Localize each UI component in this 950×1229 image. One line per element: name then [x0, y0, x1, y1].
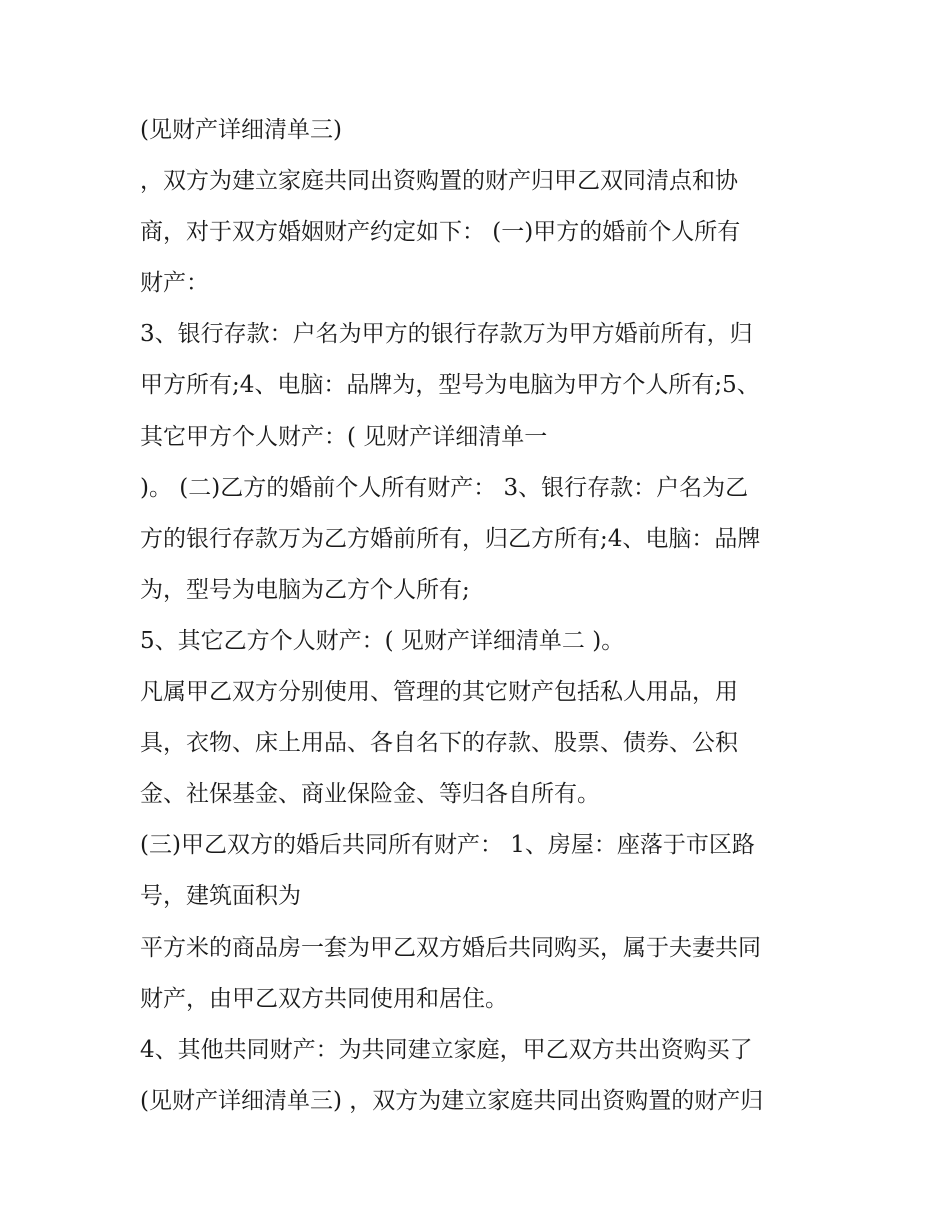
text-line: 甲方所有;4、电脑：品牌为，型号为电脑为甲方个人所有;5、: [140, 372, 760, 399]
text-line: 其它甲方个人财产：( 见财产详细清单一: [140, 423, 548, 450]
document-body: [140, 110, 830, 1132]
text-line: 金、社保基金、商业保险金、等归各自所有。: [140, 781, 600, 808]
text-line: (见财产详细清单三) ，双方为建立家庭共同出资购置的财产归: [140, 1087, 764, 1114]
text-line: 商，对于双方婚姻财产约定如下： (一)甲方的婚前个人所有: [140, 219, 741, 246]
text-line: ，双方为建立家庭共同出资购置的财产归甲乙双同清点和协: [140, 168, 738, 195]
text-line: (见财产详细清单三): [140, 117, 342, 143]
text-line: (三)甲乙双方的婚后共同所有财产： 1、房屋：座落于市区路: [140, 832, 755, 859]
text-line: 号，建筑面积为: [140, 883, 301, 910]
text-line: 3、银行存款：户名为甲方的银行存款万为甲方婚前所有，归: [140, 321, 753, 348]
text-line: 财产，由甲乙双方共同使用和居住。: [140, 985, 508, 1012]
text-line: 4、其他共同财产：为共同建立家庭，甲乙双方共出资购买了: [140, 1036, 753, 1063]
text-line: 凡属甲乙双方分别使用、管理的其它财产包括私人用品，用: [140, 679, 738, 706]
text-line: )。 (二)乙方的婚前个人所有财产： 3、银行存款：户名为乙: [140, 474, 749, 501]
text-line: 财产：: [140, 270, 209, 297]
text-line: 平方米的商品房一套为甲乙双方婚后共同购买，属于夫妻共同: [140, 934, 761, 961]
text-line: 为，型号为电脑为乙方个人所有;: [140, 576, 470, 603]
text-line: 具，衣物、床上用品、各自名下的存款、股票、债券、公积: [140, 730, 738, 757]
text-line: 方的银行存款万为乙方婚前所有，归乙方所有;4、电脑：品牌: [140, 525, 761, 552]
text-line: 5、其它乙方个人财产：( 见财产详细清单二 )。: [140, 627, 625, 654]
